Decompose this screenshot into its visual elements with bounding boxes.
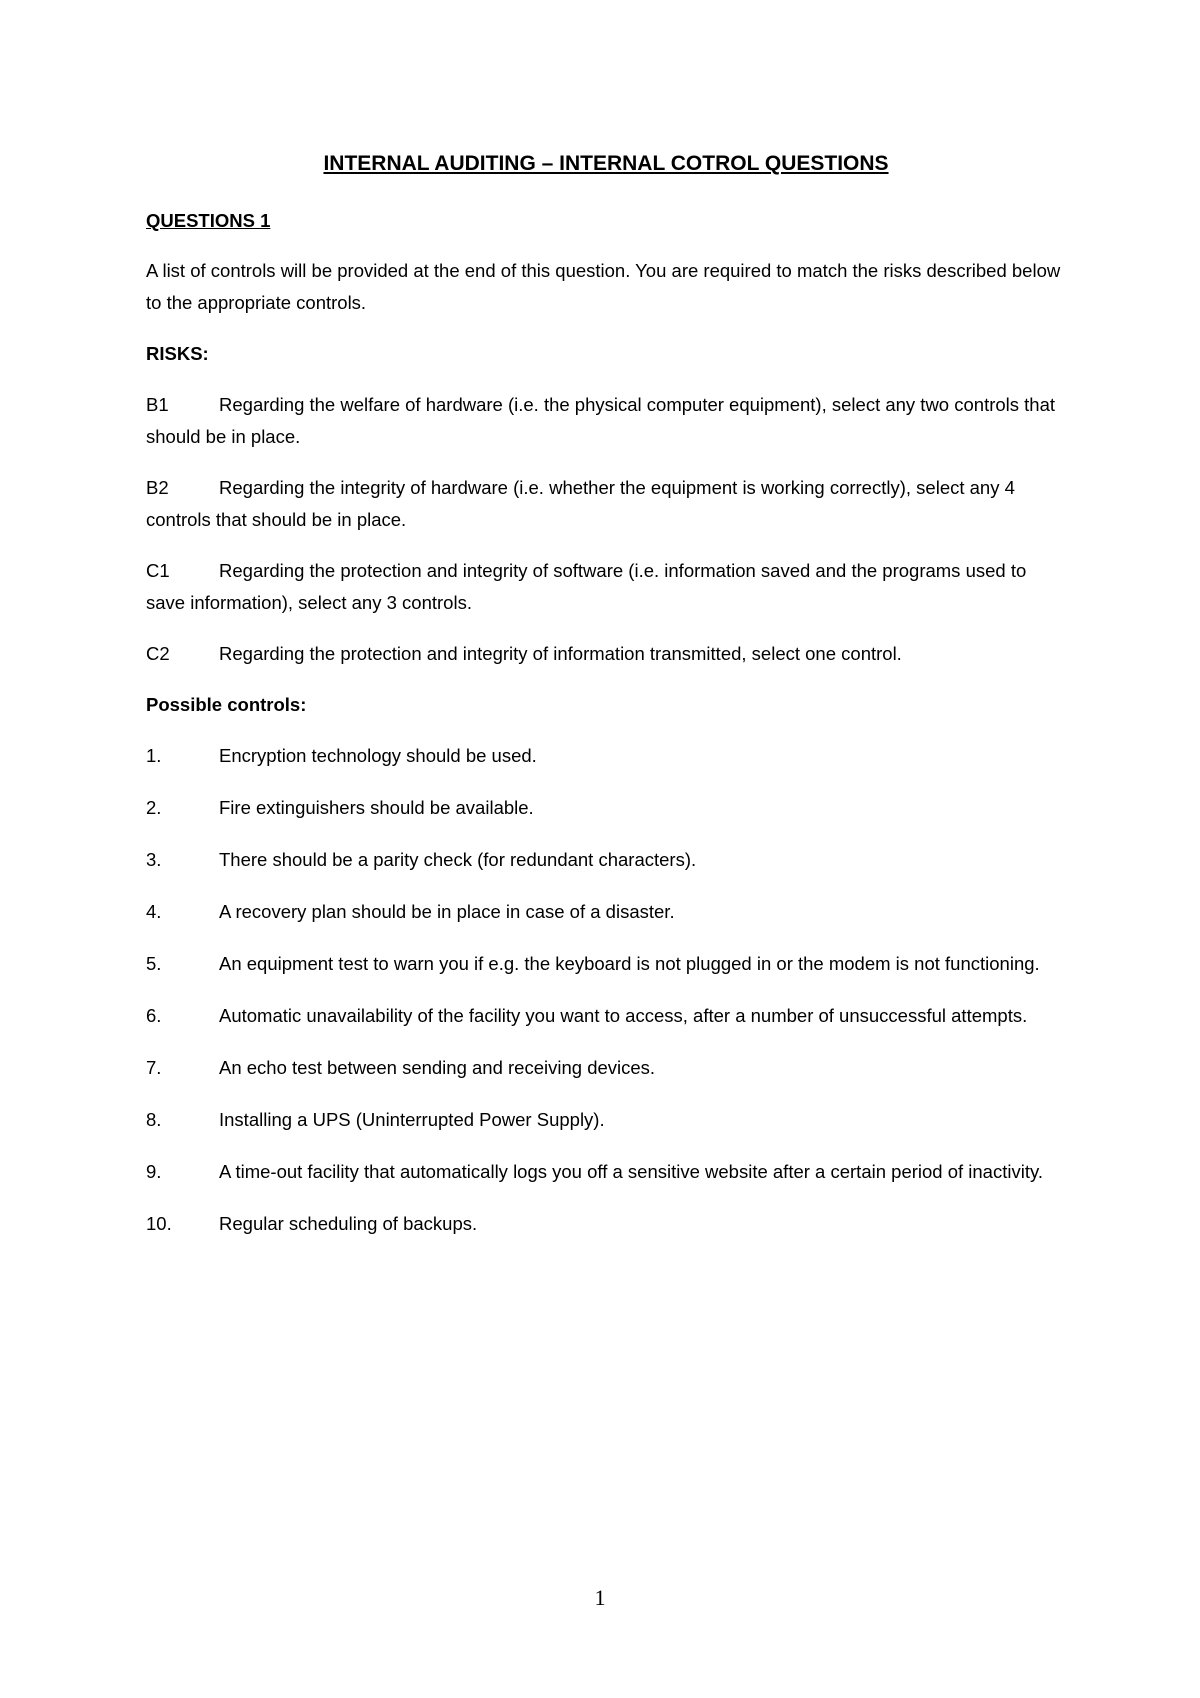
- risk-item: [146, 472, 1066, 536]
- risk-item: [146, 389, 1066, 453]
- list-item: [146, 1156, 1066, 1188]
- risk-item: [146, 638, 1066, 670]
- list-item: [146, 896, 1066, 928]
- risk-text: Regarding the welfare of hardware (i.e. the physical computer equipment), select any two controls that should be in place.: [146, 394, 1056, 447]
- risk-code: B2: [146, 477, 169, 498]
- list-item-text: Fire extinguishers should be available.: [219, 797, 534, 818]
- list-item-text: A recovery plan should be in place in case of a disaster.: [219, 901, 675, 922]
- list-item: [146, 1052, 1066, 1084]
- risk-code: B1: [146, 394, 169, 415]
- risk-code: C2: [146, 643, 170, 664]
- risk-code: C1: [146, 560, 170, 581]
- risk-text: Regarding the integrity of hardware (i.e. whether the equipment is working correctly), select any 4 controls that should be in place.: [146, 477, 1015, 530]
- list-item-number: 4.: [146, 901, 162, 922]
- controls-list: [146, 740, 1066, 1240]
- document-body: [146, 148, 1066, 1260]
- risk-item: [146, 555, 1066, 619]
- list-item-text: An equipment test to warn you if e.g. the keyboard is not plugged in or the modem is not functioning.: [219, 953, 1040, 974]
- document-title: INTERNAL AUDITING – INTERNAL COTROL QUESTIONS: [323, 152, 889, 175]
- list-item-text: A time-out facility that automatically logs you off a sensitive website after a certain period of inactivity.: [219, 1161, 1043, 1182]
- list-item-text: Automatic unavailability of the facility you want to access, after a number of unsuccessful attempts.: [219, 1005, 1028, 1026]
- list-item-text: Encryption technology should be used.: [219, 745, 537, 766]
- risks-label: RISKS:: [146, 343, 209, 364]
- list-item-number: 7.: [146, 1057, 162, 1078]
- list-item-number: 3.: [146, 849, 162, 870]
- page-number: 1: [594, 1585, 606, 1610]
- list-item-text: There should be a parity check (for redundant characters).: [219, 849, 697, 870]
- list-item-text: An echo test between sending and receiving devices.: [219, 1057, 656, 1078]
- list-item-number: 10.: [146, 1213, 172, 1234]
- list-item-text: Regular scheduling of backups.: [219, 1213, 478, 1234]
- list-item: [146, 740, 1066, 772]
- controls-label: Possible controls:: [146, 694, 307, 715]
- list-item-number: 9.: [146, 1161, 162, 1182]
- list-item: [146, 844, 1066, 876]
- list-item: [146, 1208, 1066, 1240]
- list-item-number: 5.: [146, 953, 162, 974]
- question-intro: A list of controls will be provided at the end of this question. You are required to match the risks described below to the appropriate controls.: [146, 260, 1061, 313]
- list-item: [146, 948, 1066, 980]
- risk-text: Regarding the protection and integrity of information transmitted, select one control.: [219, 643, 902, 664]
- list-item-number: 6.: [146, 1005, 162, 1026]
- list-item-text: Installing a UPS (Uninterrupted Power Supply).: [219, 1109, 605, 1130]
- risk-text: Regarding the protection and integrity of software (i.e. information saved and the programs used to save information), select any 3 controls.: [146, 560, 1027, 613]
- question-heading: QUESTIONS 1: [146, 210, 271, 231]
- list-item: [146, 1104, 1066, 1136]
- list-item-number: 2.: [146, 797, 162, 818]
- list-item-number: 8.: [146, 1109, 162, 1130]
- list-item-number: 1.: [146, 745, 162, 766]
- list-item: [146, 1000, 1066, 1032]
- list-item: [146, 792, 1066, 824]
